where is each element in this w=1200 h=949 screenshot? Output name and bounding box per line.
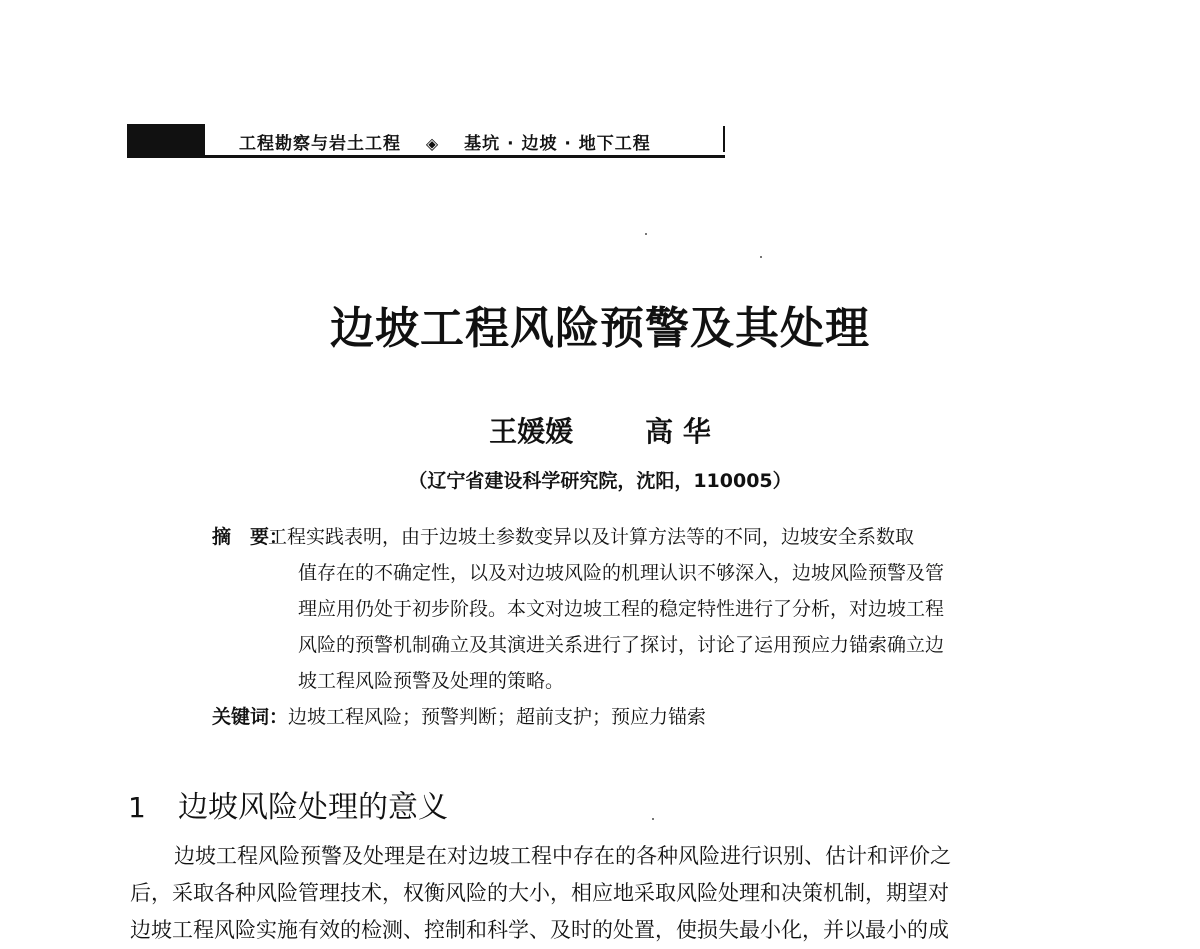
keywords-text: 边坡工程风险；预警判断；超前支护；预应力锚索	[288, 706, 707, 728]
body-line: 边坡工程风险实施有效的检测、控制和科学、及时的处置，使损失最小化，并以最小的成	[130, 918, 949, 942]
scan-speck	[652, 818, 654, 820]
header-text	[239, 129, 651, 154]
diamond-separator-icon: ◈	[425, 134, 440, 153]
header-black-block	[127, 124, 205, 158]
section-heading	[128, 782, 448, 826]
article-title: 边坡工程风险预警及其处理	[330, 303, 870, 354]
authors	[0, 410, 1200, 450]
header-rule	[205, 155, 725, 158]
abstract-body	[268, 519, 1042, 699]
abstract-line: 坡工程风险预警及处理的策略。	[298, 670, 565, 692]
abstract-line: 工程实践表明，由于边坡土参数变异以及计算方法等的不同，边坡安全系数取	[268, 526, 915, 548]
section-number: 1	[128, 791, 146, 824]
affiliation: （辽宁省建设科学研究院，沈阳，110005）	[408, 470, 792, 492]
scan-speck	[760, 256, 762, 258]
body-line: 后，采取各种风险管理技术，权衡风险的大小，相应地采取风险处理和决策机制，期望对	[130, 881, 949, 905]
abstract-line: 理应用仍处于初步阶段。本文对边坡工程的稳定特性进行了分析，对边坡工程	[298, 598, 945, 620]
keywords-label: 关键词：	[212, 706, 289, 728]
abstract	[212, 519, 1042, 699]
keywords	[212, 699, 706, 735]
author-name: 王媛媛	[489, 415, 574, 448]
header-endcap	[723, 126, 725, 152]
abstract-line: 风险的预警机制确立及其演进关系进行了探讨，讨论了运用预应力锚索确立边	[298, 634, 945, 656]
body-line: 边坡工程风险预警及处理是在对边坡工程中存在的各种风险进行识别、估计和评价之	[174, 844, 951, 868]
section-title: 边坡风险处理的意义	[178, 790, 448, 825]
author-name: 高 华	[645, 415, 711, 448]
running-header	[127, 124, 725, 158]
scan-speck	[645, 233, 647, 235]
abstract-line: 值存在的不确定性，以及对边坡风险的机理认识不够深入，边坡风险预警及管	[298, 562, 945, 584]
section-body	[130, 838, 1080, 949]
abstract-label: 摘 要：	[212, 526, 289, 548]
journal-name: 工程勘察与岩土工程	[239, 134, 401, 154]
journal-section: 基坑 · 边坡 · 地下工程	[464, 134, 651, 154]
